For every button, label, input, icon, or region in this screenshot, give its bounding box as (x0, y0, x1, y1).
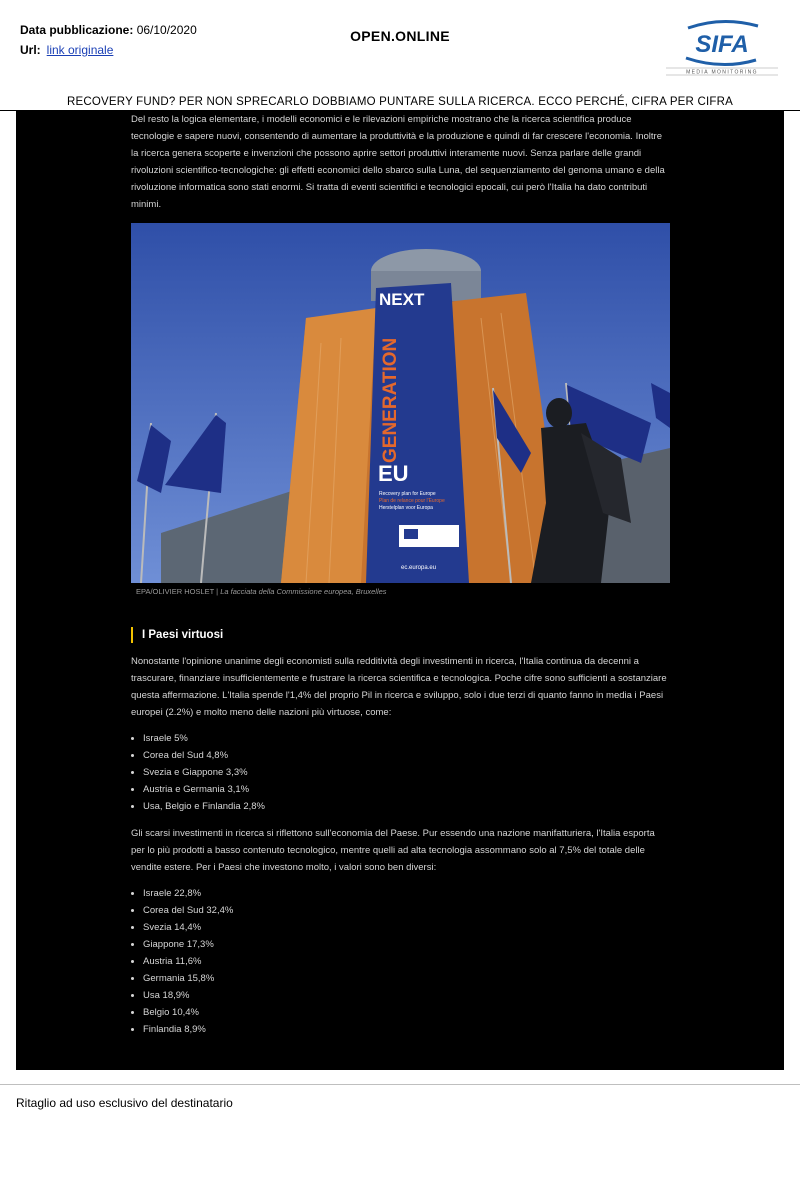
caption-text: La facciata della Commissione europea, Bruxelles (220, 587, 387, 596)
article-photo (131, 223, 670, 583)
list-item: • Germania 15,8% (143, 970, 233, 987)
article-clipping (16, 111, 784, 1070)
paragraph-research-spending: Nonostante l'opinione unanime degli economisti sulla redditività degli investimenti in ricerca, l'Italia continua da decenni a trascurare, finanziare insufficientemente e frustrare la ricerca scientifica e tecnologica. Poche cifre sono sufficienti a sostanziare questa affermazione. L'Italia spende l'1,4% del proprio Pil in ricerca e sviluppo, solo i due terzi di quanto fanno in media i Paesi europei (2.2%) e molto meno delle nazioni più virtuose, come: (131, 656, 667, 718)
list-item: • Austria 11,6% (143, 953, 233, 970)
logo-text: SIFA (695, 31, 749, 58)
high-tech-exports-list (131, 885, 233, 1038)
banner-next: NEXT (379, 290, 425, 309)
list-item: • Austria e Germania 3,1% (143, 781, 265, 798)
url-label: Url: (20, 43, 41, 57)
list-item: • Finlandia 8,9% (143, 1021, 233, 1038)
publication-date: 06/10/2020 (136, 23, 197, 37)
list-item: • Belgio 10,4% (143, 1004, 233, 1021)
banner-generation: GENERATION (380, 337, 401, 463)
article-headline: RECOVERY FUND? PER NON SPRECARLO DOBBIAMO PUNTARE SULLA RICERCA. ECCO PERCHÉ, CIFRA PER CIFRA (67, 96, 733, 108)
banner-url: ec.europa.eu (401, 565, 437, 571)
section-title: I Paesi virtuosi (131, 627, 223, 643)
photo-caption (136, 587, 387, 596)
list-item: • Giappone 17,3% (143, 936, 233, 953)
publication-date-label: Data pubblicazione: (20, 23, 134, 37)
footer-divider (0, 1084, 800, 1085)
sifa-logo-graphic (664, 18, 780, 78)
footer-note: Ritaglio ad uso esclusivo del destinatario (16, 1096, 233, 1110)
list-item: • Corea del Sud 4,8% (143, 747, 265, 764)
list-item: • Usa, Belgio e Finlandia 2,8% (143, 798, 265, 815)
list-item: • Svezia 14,4% (143, 919, 233, 936)
banner-small-1: Recovery plan for Europe (379, 491, 436, 497)
logo-subtext: MEDIA MONITORING (686, 69, 758, 76)
banner-small-2: Plan de relance pour l'Europe (379, 498, 445, 504)
source-name: OPEN.ONLINE (350, 28, 450, 44)
list-item: • Usa 18,9% (143, 987, 233, 1004)
paragraph-exports: Gli scarsi investimenti in ricerca si riflettono sull'economia del Paese. Pur essendo una nazione manifatturiera, l'Italia esporta per lo più prodotti a basso contenuto tecnologico, mentre quelli ad alta tecnologia assommano solo al 7,5% del totale delle vendite estere. Per i Paesi che investono molto, i valori sono ben diversi: (131, 828, 655, 873)
list-item: • Israele 5% (143, 730, 265, 747)
banner-eu: EU (378, 461, 409, 486)
sifa-logo (664, 18, 780, 78)
list-item: • Israele 22,8% (143, 885, 233, 902)
paragraph-intro: Del resto la logica elementare, i modelli economici e le rilevazioni empiriche mostrano che la ricerca scientifica produce tecnologie e sapere nuovi, consentendo di aumentare la produttività e la produzione e quindi di far crescere l'economia. Inoltre la ricerca genera scoperte e invenzioni che possono aprire settori produttivi interamente nuovi. Senza parlare delle grandi rivoluzioni scientifico-tecnologiche: gli effetti economici dello sbarco sulla Luna, del sequenziamento del genoma umano e della rivoluzione informatica sono stati enormi. Si tratta di eventi scientifici e tecnologici epocali, cui però l'Italia ha dato contributi minimi. (131, 114, 665, 210)
original-link[interactable]: link originale (46, 43, 114, 57)
caption-credit: EPA/OLIVIER HOSLET | (136, 587, 219, 596)
list-item: • Svezia e Giappone 3,3% (143, 764, 265, 781)
rd-spending-list (131, 730, 265, 815)
banner-small-3: Herstelplan voor Europa (379, 505, 433, 511)
commission-building-photo (131, 223, 670, 583)
list-item: • Corea del Sud 32,4% (143, 902, 233, 919)
